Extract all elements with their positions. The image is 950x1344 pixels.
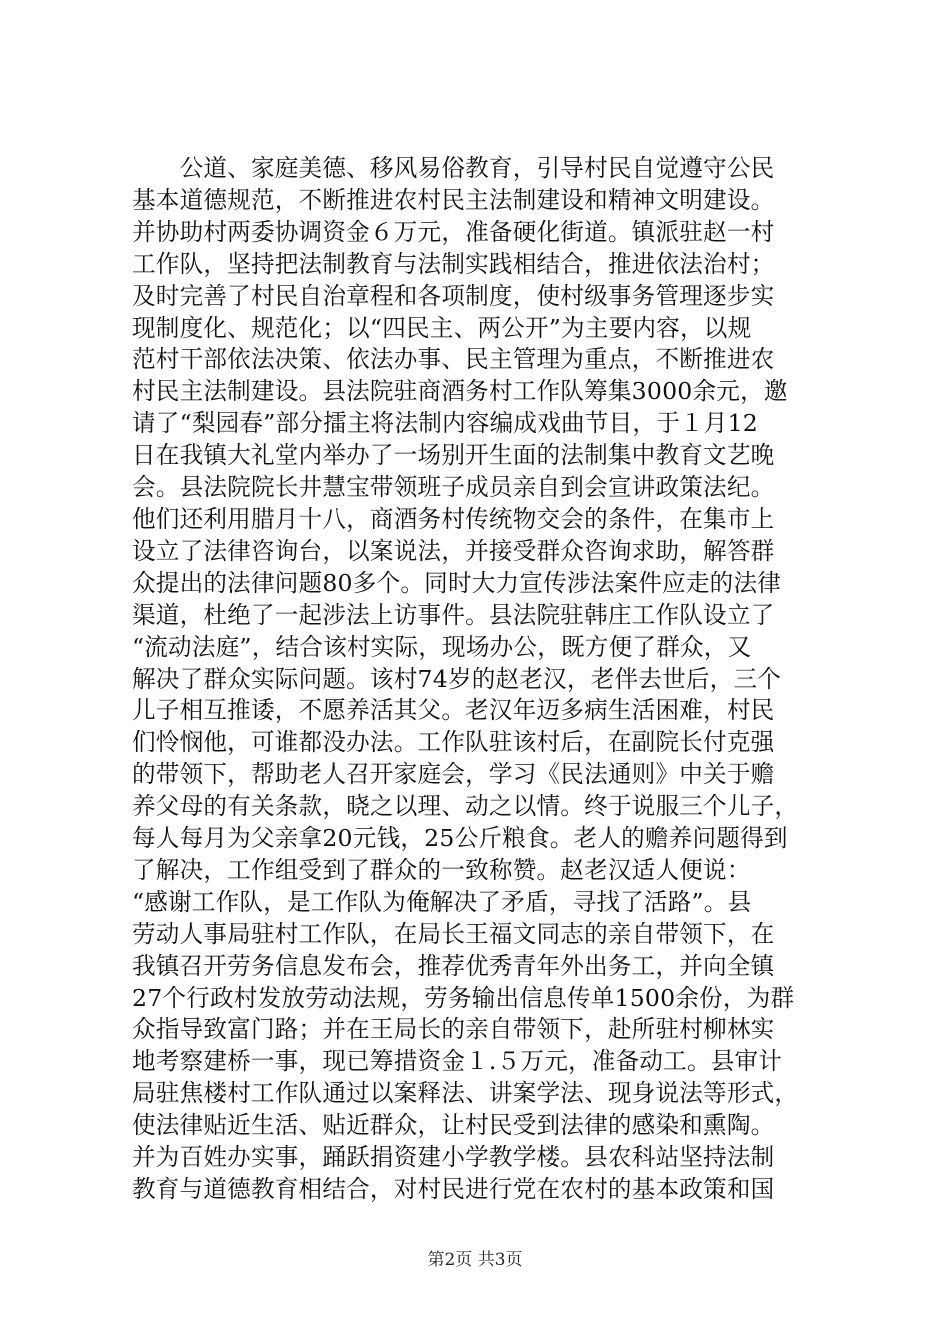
text-line: 局驻焦楼村工作队通过以案释法、讲案学法、现身说法等形式，	[132, 1079, 799, 1108]
text-line: 并协助村两委协调资金６万元，准备硬化街道。镇派驻赵一村	[132, 217, 775, 246]
text-line: 渠道，杜绝了一起涉法上访事件。县法院驻韩庄工作队设立了	[132, 600, 775, 629]
text-line: 设立了法律咨询台，以案说法，并接受群众咨询求助，解答群	[132, 536, 775, 565]
text-line: 儿子相互推诿，不愿养活其父。老汉年迈多病生活困难，村民	[132, 696, 775, 725]
text-line: 劳动人事局驻村工作队，在局长王福文同志的亲自带领下，在	[132, 919, 775, 948]
text-line: 了解决，工作组受到了群众的一致称赞。赵老汉适人便说：	[132, 855, 751, 884]
text-line: 村民主法制建设。县法院驻商酒务村工作队筹集3000余元，邀	[132, 377, 788, 406]
text-line: 范村干部依法决策、依法办事、民主管理为重点，不断推进农	[132, 345, 775, 374]
text-line: 解决了群众实际问题。该村74岁的赵老汉，老伴去世后，三个	[132, 664, 782, 693]
text-line: 现制度化、规范化；以“四民主、两公开”为主要内容，以规	[132, 313, 752, 342]
text-line: 我镇召开劳务信息发布会，推荐优秀青年外出务工，并向全镇	[132, 951, 775, 980]
text-line: 教育与道德教育相结合，对村民进行党在农村的基本政策和国	[132, 1175, 775, 1203]
text-line: 会。县法院院长井慧宝带领班子成员亲自到会宣讲政策法纪。	[132, 473, 775, 502]
text-line: 他们还利用腊月十八，商酒务村传统物交会的条件，在集市上	[132, 504, 775, 533]
text-line: 们怜悯他，可谁都没办法。工作队驻该村后，在副院长付克强	[132, 728, 775, 757]
text-line: 地考察建桥一事，现已筹措资金１.５万元，准备动工。县审计	[132, 1047, 783, 1076]
page-footer: 第2页 共3页	[427, 1250, 523, 1270]
text-line: 众指导致富门路；并在王局长的亲自带领下，赴所驻村柳林实	[132, 1015, 775, 1044]
text-line: “感谢工作队，是工作队为俺解决了矛盾，寻找了活路”。县	[132, 887, 752, 916]
text-line: 日在我镇大礼堂内举办了一场别开生面的法制集中教育文艺晚	[132, 441, 775, 470]
text-line: 的带领下，帮助老人召开家庭会，学习《民法通则》中关于赡	[132, 760, 775, 789]
text-line: 众提出的法律问题80多个。同时大力宣传涉法案件应走的法律	[132, 568, 782, 597]
text-line: 请了“梨园春”部分擂主将法制内容编成戏曲节目，于１月12	[132, 409, 758, 438]
text-line: 并为百姓办实事，踊跃捐资建小学教学楼。县农科站坚持法制	[132, 1143, 775, 1172]
text-line: 及时完善了村民自治章程和各项制度，使村级事务管理逐步实	[132, 281, 775, 310]
text-line: 基本道德规范，不断推进农村民主法制建设和精神文明建设。	[132, 185, 775, 214]
body-paragraph	[132, 153, 832, 1206]
text-line: 27个行政村发放劳动法规，劳务输出信息传单1500余份，为群	[132, 983, 795, 1012]
text-line: 每人每月为父亲拿20元钱，25公斤粮食。老人的赡养问题得到	[132, 824, 788, 853]
text-line: “流动法庭”，结合该村实际，现场办公，既方便了群众，又	[132, 632, 752, 661]
text-line: 公道、家庭美德、移风易俗教育，引导村民自觉遵守公民	[132, 154, 775, 182]
text-line: 养父母的有关条款，晓之以理、动之以情。终于说服三个儿子，	[132, 792, 799, 821]
text-line: 工作队，坚持把法制教育与法制实践相结合，推进依法治村；	[132, 249, 775, 278]
text-line: 使法律贴近生活、贴近群众，让村民受到法律的感染和熏陶。	[132, 1111, 775, 1140]
